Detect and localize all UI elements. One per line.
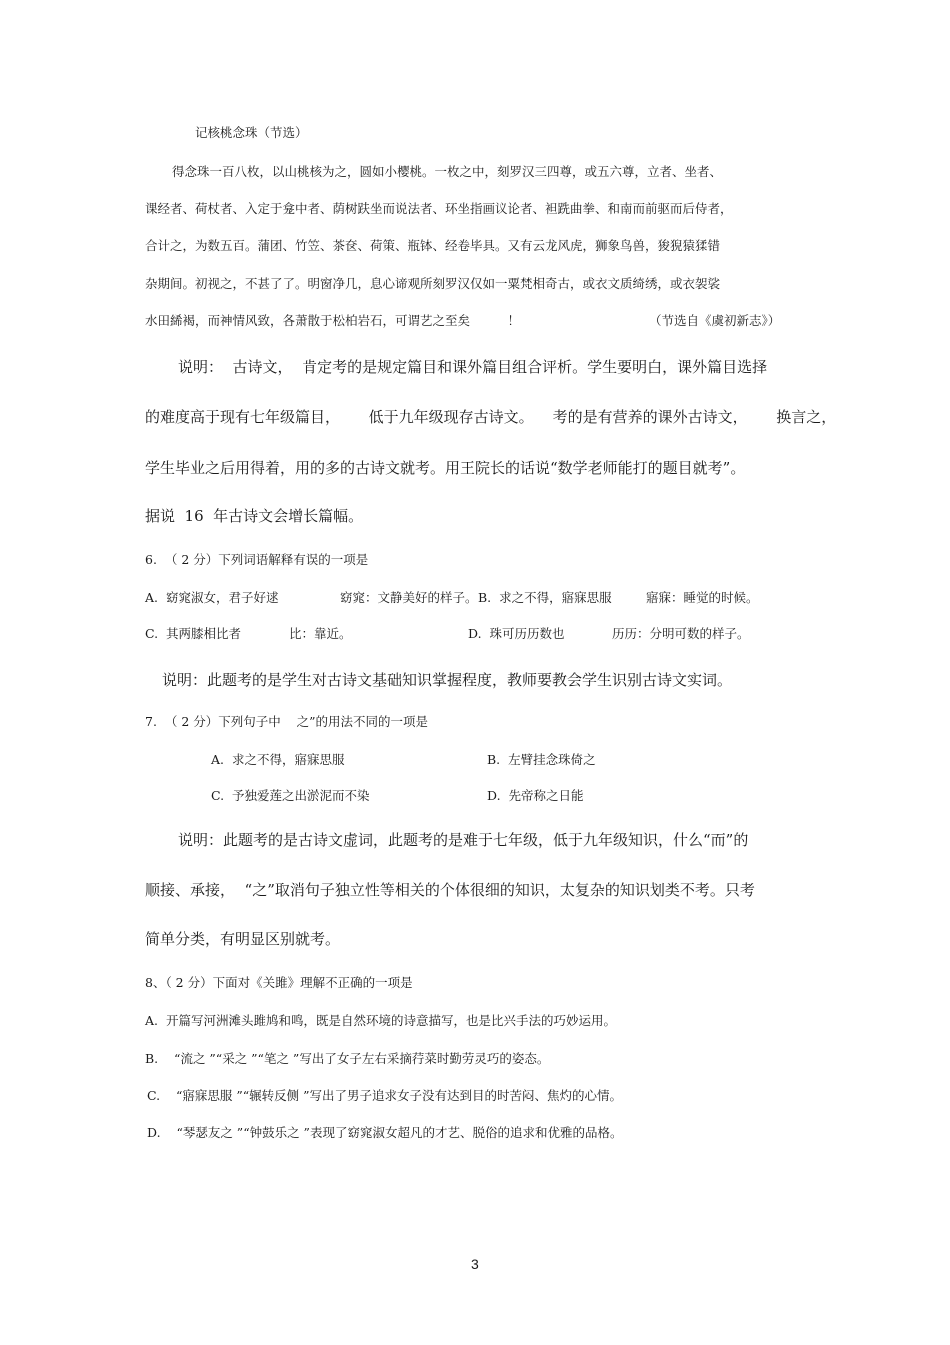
option-text: A. 窈窕淑女，君子好逑 [145, 590, 279, 605]
option-text: B. 左臂挂念珠倚之 [487, 752, 596, 767]
passage-line: 课经者、荷杖者、入定于龛中者、荫树趺坐而说法者、环坐指画议论者、袒跣曲拳、和南而前驱而后侍者， [145, 201, 733, 216]
page-number: 3 [471, 1256, 479, 1272]
option-text: B. “流之 ”“采之 ”“笔之 ”写出了女子左右采摘荇菜时勤劳灵巧的姿态。 [145, 1051, 550, 1066]
option-text: A. 求之不得，寤寐思服 [211, 752, 345, 767]
passage-line: 得念珠一百八枚，以山桃核为之，圆如小樱桃。一枚之中，刻罗汉三四尊，或五六尊，立者、坐者、 [172, 164, 723, 179]
option-text: B. 求之不得，寤寐思服 [478, 590, 612, 605]
note-line: 简单分类，有明显区别就考。 [145, 930, 341, 948]
question-stem: 6. （ 2 分）下列词语解释有误的一项是 [145, 552, 369, 567]
question-note: 说明：此题考的是学生对古诗文基础知识掌握程度，教师要教会学生识别古诗文实词。 [162, 671, 733, 689]
option-gloss: 历历：分明可数的样子。 [612, 626, 750, 641]
note-line: 学生毕业之后用得着，用的多的古诗文就考。用王院长的话说“数学老师能打的题目就考”。 [145, 459, 746, 477]
passage-line: 水田絺褐，而神情风致，各萧散于松柏岩石，可谓艺之至矣 ！ [145, 313, 521, 328]
passage-title: 记核桃念珠（节选） [195, 125, 308, 140]
note-line: 据说 16 年古诗文会增长篇幅。 [145, 507, 364, 525]
option-text: A. 开篇写河洲滩头雎鸠和鸣，既是自然环境的诗意描写，也是比兴手法的巧妙运用。 [145, 1013, 616, 1028]
option-text: C. 其两膝相比者 [145, 626, 242, 641]
option-text: C. “寤寐思服 ”“辗转反侧 ”写出了男子追求女子没有达到目的时苦闷、焦灼的心情。 [147, 1088, 622, 1103]
passage-source: （节选自《虞初新志》） [649, 313, 781, 328]
passage-line: 合计之，为数五百。蒲团、竹笠、茶奁、荷策、瓶钵、经卷毕具。又有云龙风虎，狮象鸟兽，狻猊猿猱错 [145, 238, 721, 253]
note-line: 说明：此题考的是古诗文虚词，此题考的是难于七年级，低于九年级知识，什么“而”的 [178, 831, 749, 849]
question-stem: 8、（ 2 分）下面对《关雎》理解不正确的一项是 [145, 975, 413, 990]
option-gloss: 寤寐：睡觉的时候。 [646, 590, 759, 605]
option-gloss: 窈窕：文静美好的样子。 [340, 590, 478, 605]
option-text: D. 珠可历历数也 [468, 626, 565, 641]
question-stem: 7. （ 2 分）下列句子中 之”的用法不同的一项是 [145, 714, 429, 729]
note-line: 顺接、承接， “之”取消句子独立性等相关的个体很细的知识，太复杂的知识划类不考。只考 [145, 881, 755, 899]
option-gloss: 比：靠近。 [289, 626, 352, 641]
option-text: D. 先帝称之日能 [487, 788, 584, 803]
option-text: C. 予独爱莲之出淤泥而不染 [211, 788, 370, 803]
passage-line: 杂期间。初视之，不甚了了。明窗净几，息心谛观所刻罗汉仅如一粟梵相奇古，或衣文质绮绣，或衣袈裟 [145, 276, 721, 291]
option-text: D. “琴瑟友之 ”“钟鼓乐之 ”表现了窈窕淑女超凡的才艺、脱俗的追求和优雅的品格。 [147, 1125, 623, 1140]
note-line: 说明： 古诗文， 肯定考的是规定篇目和课外篇目组合评析。学生要明白，课外篇目选择 [178, 358, 768, 376]
note-line: 的难度高于现有七年级篇目， 低于九年级现存古诗文。 考的是有营养的课外古诗文， 换言之， [145, 408, 837, 426]
